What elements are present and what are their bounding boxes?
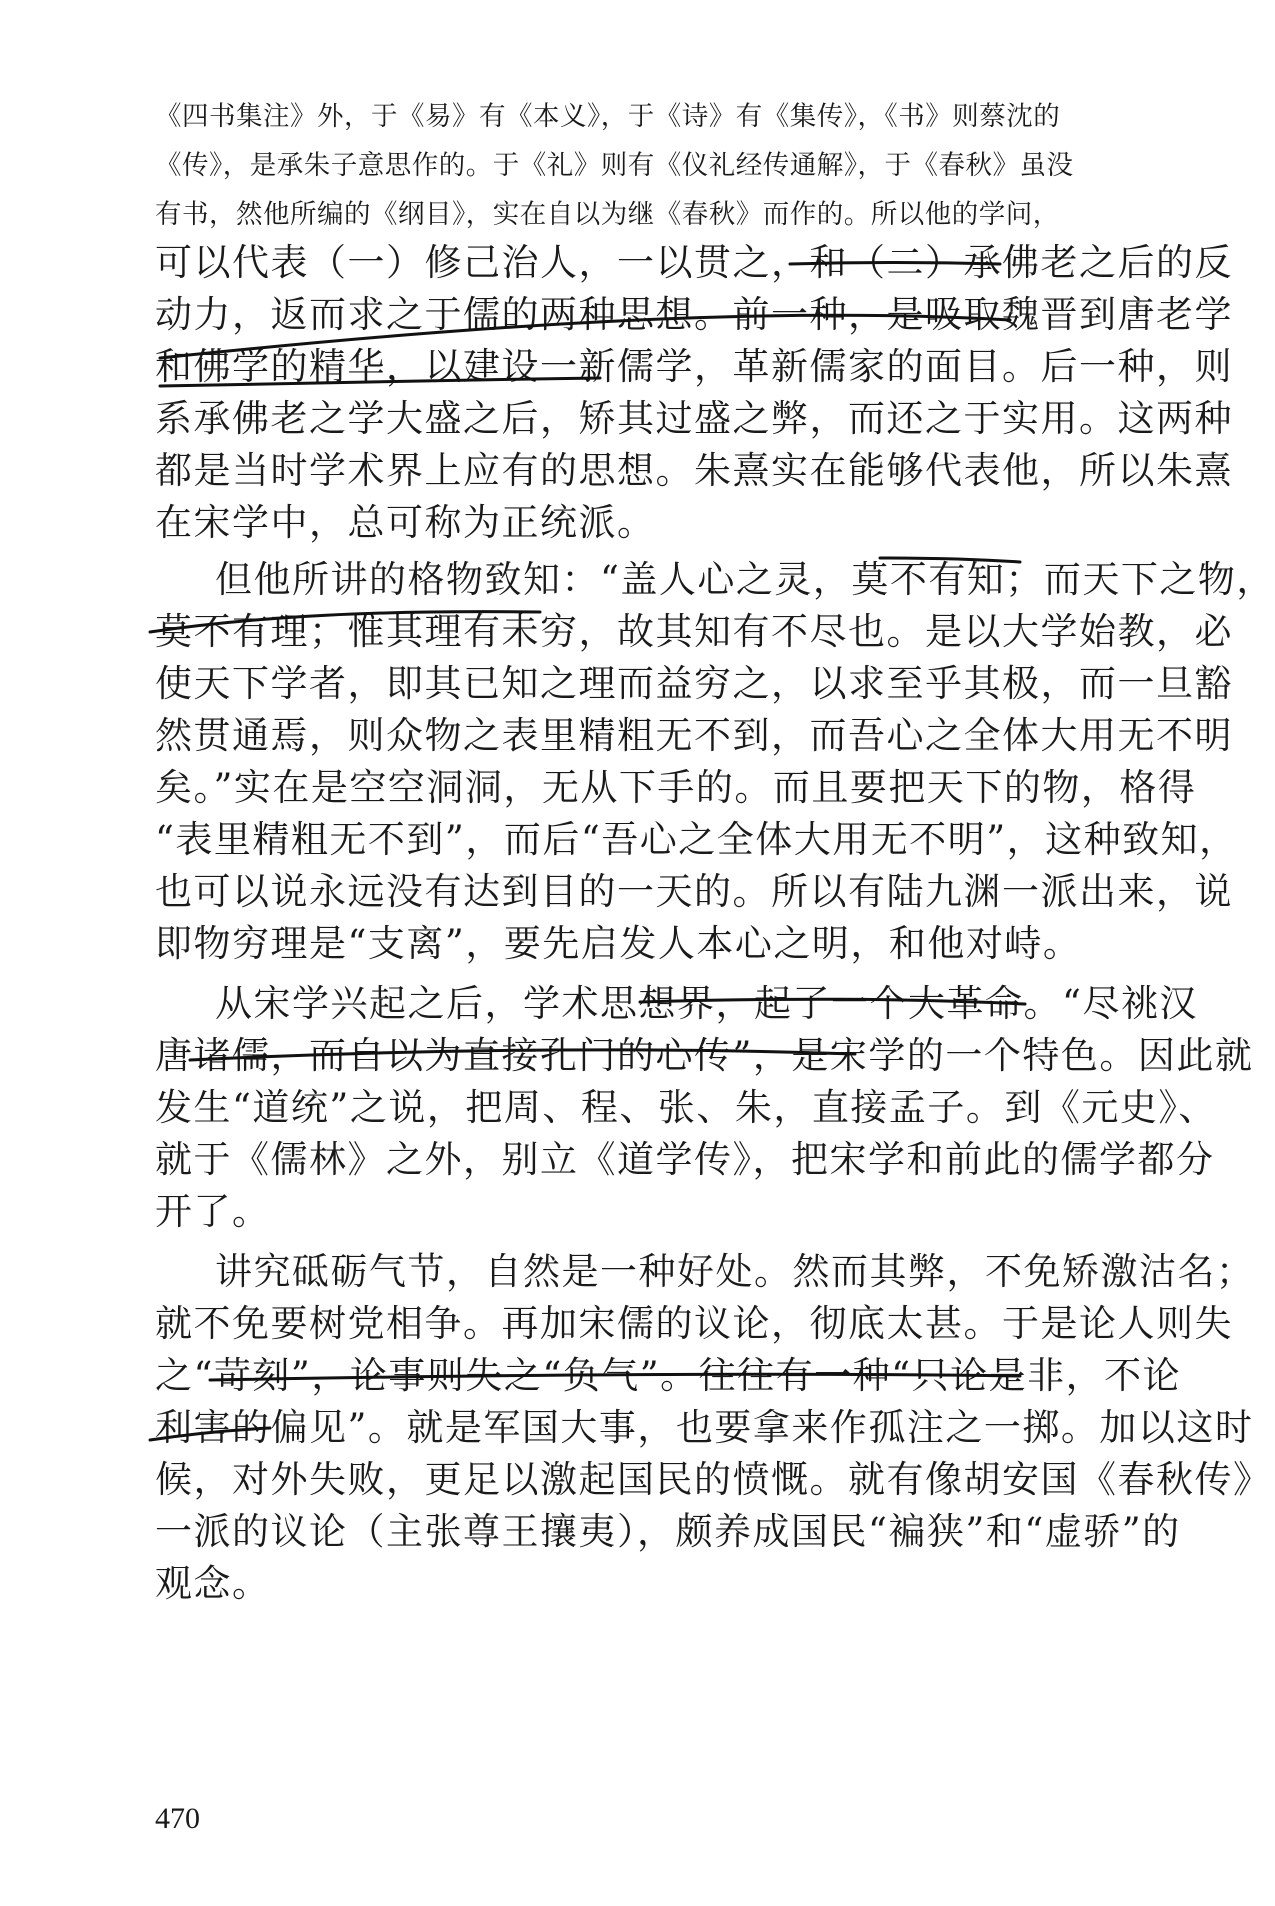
text-line: 候，对外失败，更足以激起国民的愤慨。就有像胡安国《春秋传》 bbox=[155, 1458, 1272, 1501]
text-line: 就于《儒林》之外，别立《道学传》，把宋学和前此的儒学都分 bbox=[155, 1138, 1215, 1181]
text-line: 之“苛刻”，论事则失之“负气”。往往有一种“只论是非，不论 bbox=[155, 1354, 1182, 1397]
text-line: 然贯通焉，则众物之表里精粗无不到，而吾心之全体大用无不明 bbox=[155, 714, 1233, 757]
text-line: 观念。 bbox=[155, 1562, 271, 1605]
text-line: 系承佛老之学大盛之后，矫其过盛之弊，而还之于实用。这两种 bbox=[155, 397, 1233, 440]
text-line: 和佛学的精华，以建设一新儒学，革新儒家的面目。后一种，则 bbox=[155, 345, 1233, 388]
text-line: 可以代表（一）修己治人，一以贯之，和（二）承佛老之后的反 bbox=[155, 241, 1233, 284]
text-line: 莫不有理；惟其理有未穷，故其知有不尽也。是以大学始教，必 bbox=[155, 610, 1233, 653]
text-line: 发生“道统”之说，把周、程、张、朱，直接孟子。到《元史》、 bbox=[155, 1086, 1217, 1129]
text-line: 也可以说永远没有达到目的一天的。所以有陆九渊一派出来，说 bbox=[155, 870, 1233, 913]
text-line: 矣。”实在是空空洞洞，无从下手的。而且要把天下的物，格得 bbox=[155, 766, 1197, 809]
text-line: 开了。 bbox=[155, 1190, 271, 1233]
paragraph-start-line: 但他所讲的格物致知：“盖人心之灵，莫不有知；而天下之物， bbox=[215, 558, 1275, 601]
paragraph-start-line: 从宋学兴起之后，学术思想界，起了一个大革命。“尽祧汉 bbox=[215, 982, 1198, 1025]
text-line: 使天下学者，即其已知之理而益穷之，以求至乎其极，而一旦豁 bbox=[155, 662, 1233, 705]
text-line: 唐诸儒，而自以为直接孔门的心传”，是宋学的一个特色。因此就 bbox=[155, 1034, 1254, 1077]
paragraph-start-line: 讲究砥砺气节，自然是一种好处。然而其弊，不免矫激沽名； bbox=[215, 1250, 1255, 1293]
text-line: 利害的偏见”。就是军国大事，也要拿来作孤注之一掷。加以这时 bbox=[155, 1406, 1254, 1449]
text-line: 动力，返而求之于儒的两种思想。前一种，是吸取魏晋到唐老学 bbox=[155, 293, 1233, 336]
text-line: 《传》，是承朱子意思作的。于《礼》则有《仪礼经传通解》，于《春秋》虽没 bbox=[155, 150, 1074, 181]
text-line: 有书，然他所编的《纲目》，实在自以为继《春秋》而作的。所以他的学问， bbox=[155, 199, 1060, 230]
page-number: 470 bbox=[155, 1802, 200, 1835]
text-line: 一派的议论（主张尊王攘夷），颇养成国民“褊狭”和“虚骄”的 bbox=[155, 1510, 1181, 1553]
text-line: 即物穷理是“支离”，要先启发人本心之明，和他对峙。 bbox=[155, 922, 1082, 965]
text-line: 就不免要树党相争。再加宋儒的议论，彻底太甚。于是论人则失 bbox=[155, 1302, 1233, 1345]
text-line: 都是当时学术界上应有的思想。朱熹实在能够代表他，所以朱熹 bbox=[155, 449, 1233, 492]
text-line: 《四书集注》外，于《易》有《本义》，于《诗》有《集传》，《书》则蔡沈的 bbox=[155, 101, 1061, 132]
text-line: 在宋学中，总可称为正统派。 bbox=[155, 501, 656, 544]
text-line: “表里精粗无不到”，而后“吾心之全体大用无不明”，这种致知， bbox=[155, 818, 1238, 861]
